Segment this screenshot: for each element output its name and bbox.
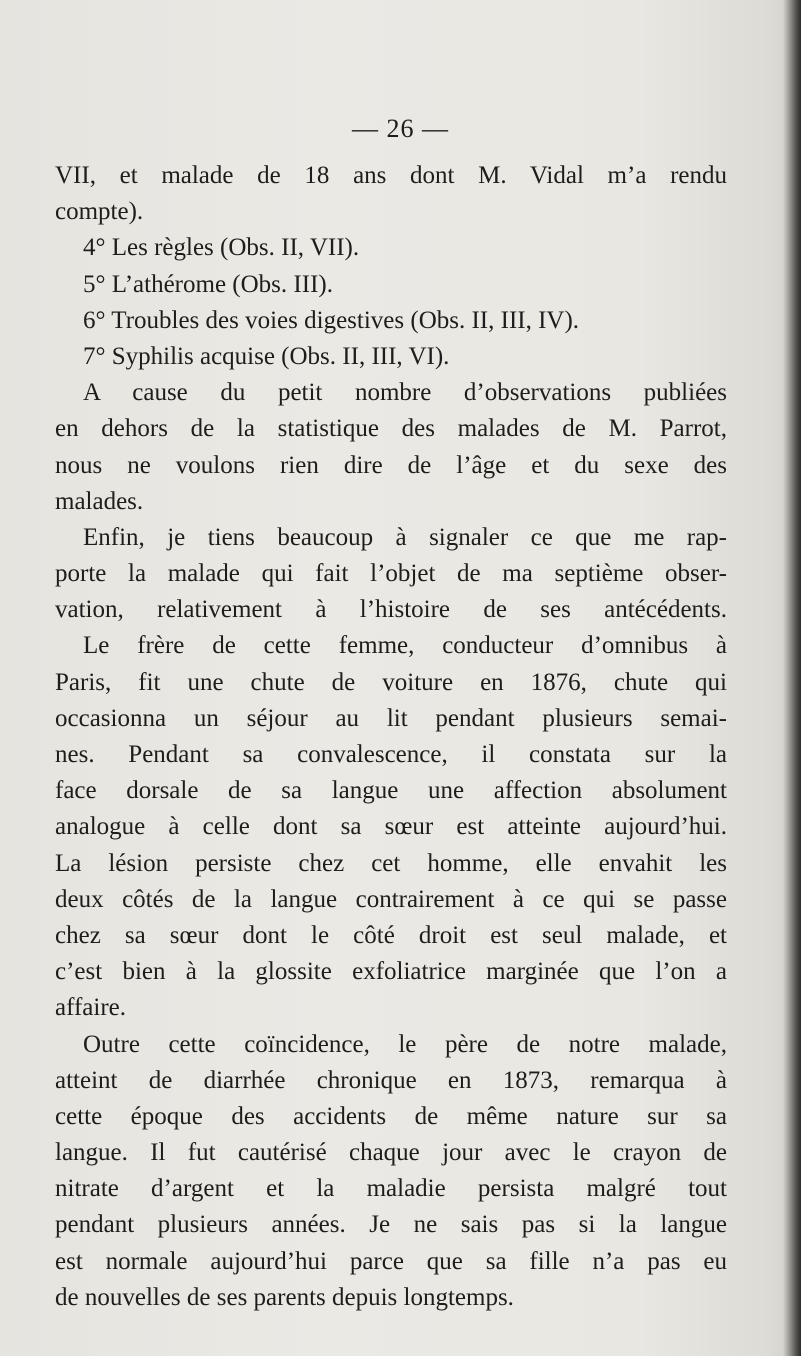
paragraph-line: en dehors de la statistique des malades de M. Parrot,: [55, 415, 727, 443]
paragraph-line: Le frère de cette femme, conducteur d’omnibus à: [83, 632, 727, 660]
page-number: — 26 —: [352, 114, 449, 143]
paragraph-line: face dorsale de sa langue une affection absolument: [55, 777, 727, 805]
paragraph-line: La lésion persiste chez cet homme, elle envahit les: [55, 849, 727, 877]
paragraph-line: analogue à celle dont sa sœur est atteinte aujourd’hui.: [55, 813, 727, 841]
paragraph-line: Paris, fit une chute de voiture en 1876, chute qui: [55, 668, 727, 696]
page-edge-shadow: [783, 0, 801, 1356]
body-text: [55, 158, 727, 1316]
paragraph-line: chez sa sœur dont le côté droit est seul malade, et: [55, 921, 727, 949]
paragraph-line: malades.: [55, 487, 144, 515]
paragraph-line: deux côtés de la langue contrairement à ce qui se passe: [55, 885, 727, 913]
paragraph-line: cette époque des accidents de même nature sur sa: [55, 1102, 727, 1130]
paragraph-line: Enfin, je tiens beaucoup à signaler ce que me rap-: [83, 523, 727, 551]
list-item: 7° Syphilis acquise (Obs. II, III, VI).: [83, 342, 450, 370]
paragraph-line: langue. Il fut cautérisé chaque jour avec le crayon de: [55, 1139, 727, 1167]
paragraph-line: nitrate d’argent et la maladie persista malgré tout: [55, 1175, 727, 1203]
paragraph-line: nous ne voulons rien dire de l’âge et du sexe des: [55, 451, 727, 479]
paragraph-line: vation, relativement à l’histoire de ses antécédents.: [55, 596, 727, 624]
paragraph-line: atteint de diarrhée chronique en 1873, remarqua à: [55, 1066, 727, 1094]
paragraph-line: affaire.: [55, 994, 127, 1022]
paragraph-line: occasionna un séjour au lit pendant plusieurs semai-: [55, 704, 727, 732]
paragraph-line: de nouvelles de ses parents depuis longtemps.: [55, 1283, 514, 1311]
list-item: 5° L’athérome (Obs. III).: [83, 270, 333, 298]
paragraph-line: c’est bien à la glossite exfoliatrice marginée que l’on a: [55, 958, 727, 986]
paragraph-line: pendant plusieurs années. Je ne sais pas si la langue: [55, 1211, 727, 1239]
paragraph-line: porte la malade qui fait l’objet de ma septième obser-: [55, 560, 727, 588]
paragraph-line: A cause du petit nombre d’observations publiées: [83, 379, 727, 407]
list-item: 4° Les règles (Obs. II, VII).: [83, 234, 360, 262]
list-item: 6° Troubles des voies digestives (Obs. II, III, IV).: [83, 306, 580, 334]
paragraph-line: est normale aujourd’hui parce que sa fille n’a pas eu: [55, 1247, 727, 1275]
text-line: VII, et malade de 18 ans dont M. Vidal m’a rendu: [55, 162, 727, 189]
paragraph-line: Outre cette coïncidence, le père de notre malade,: [83, 1030, 727, 1058]
paragraph-line: nes. Pendant sa convalescence, il constata sur la: [55, 741, 727, 768]
text-line: compte).: [55, 198, 144, 226]
